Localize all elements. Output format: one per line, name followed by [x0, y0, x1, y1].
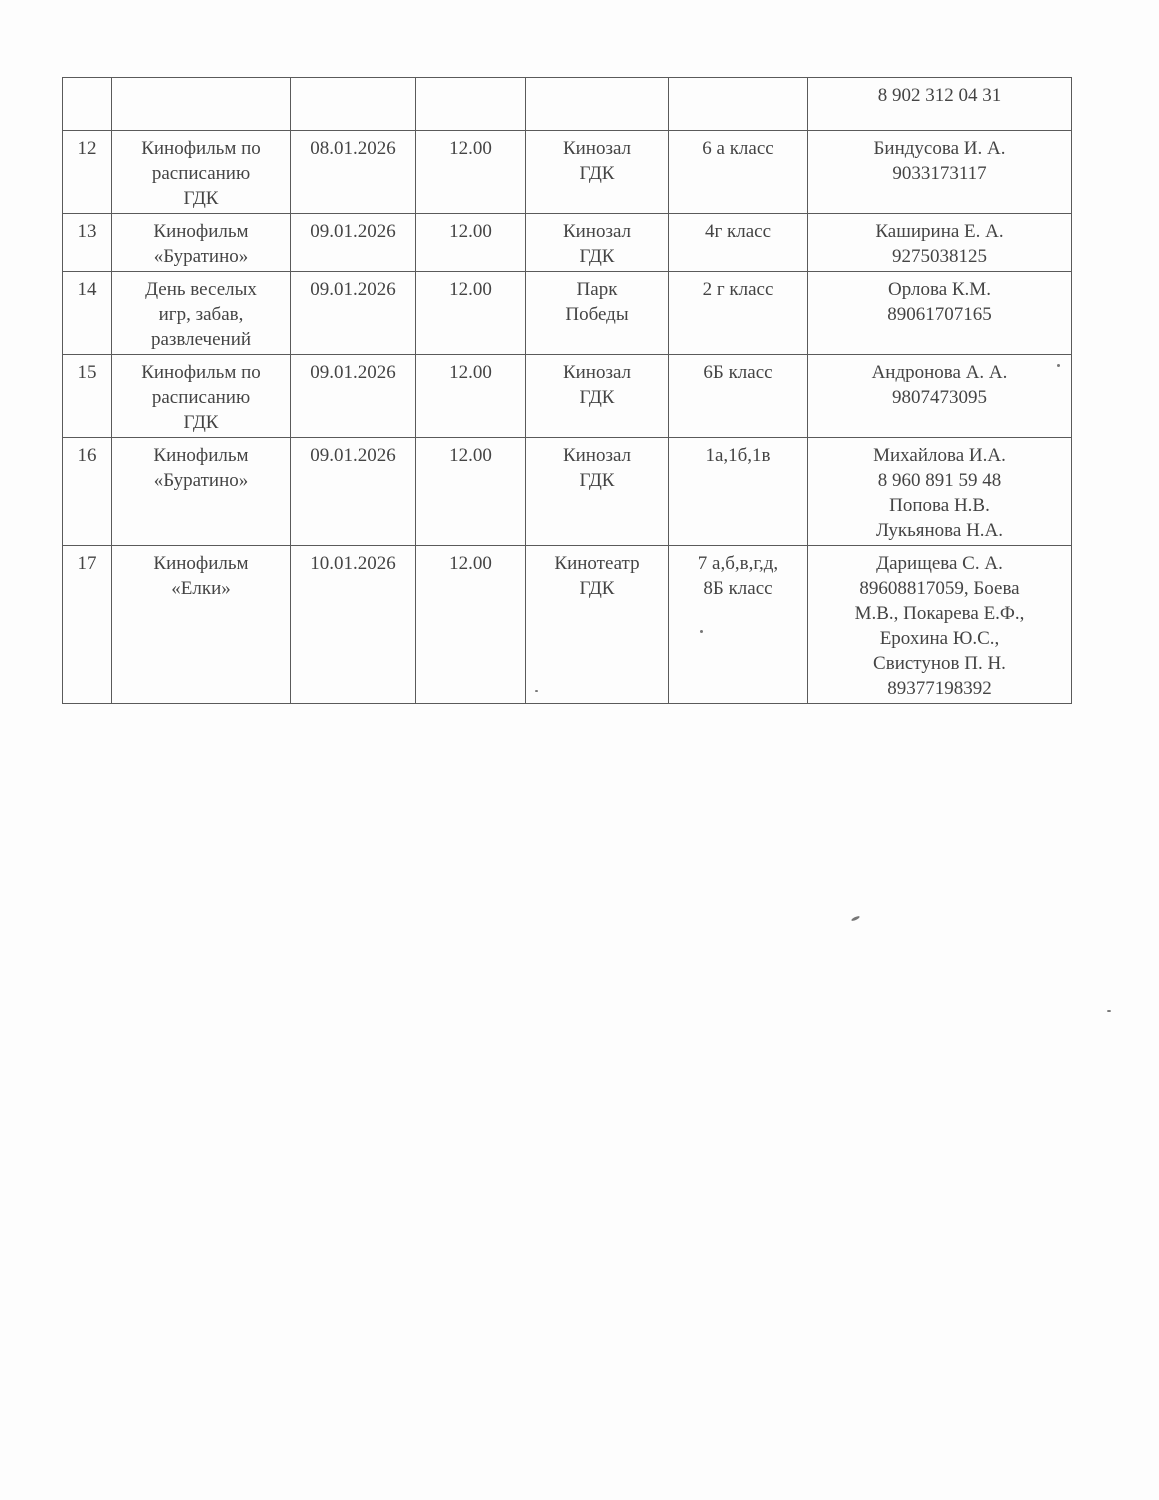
cell-time: 12.00 [416, 214, 526, 272]
table-row [63, 272, 1072, 355]
cell-date: 09.01.2026 [291, 438, 416, 546]
cell-num [63, 78, 112, 131]
cell-responsible: Михайлова И.А. 8 960 891 59 48 Попова Н.В. Лукьянова Н.А. [808, 438, 1072, 546]
table-row [63, 546, 1072, 704]
cell-class [669, 78, 808, 131]
cell-event: Кинофильм «Буратино» [112, 214, 291, 272]
cell-event: Кинофильм по расписанию ГДК [112, 355, 291, 438]
cell-class: 1а,1б,1в [669, 438, 808, 546]
cell-place: Кинозал ГДК [526, 214, 669, 272]
cell-num: 13 [63, 214, 112, 272]
table-row [63, 438, 1072, 546]
cell-time: 12.00 [416, 131, 526, 214]
table-row [63, 78, 1072, 131]
cell-class: 2 г класс [669, 272, 808, 355]
cell-time: 12.00 [416, 546, 526, 704]
cell-responsible: Дарищева С. А. 89608817059, Боева М.В., Покарева Е.Ф., Ерохина Ю.С., Свистунов П. Н. 89377198392 [808, 546, 1072, 704]
cell-place: Кинотеатр ГДК [526, 546, 669, 704]
cell-date: 09.01.2026 [291, 355, 416, 438]
cell-class: 6Б класс [669, 355, 808, 438]
cell-num: 17 [63, 546, 112, 704]
scan-speck [700, 630, 703, 633]
cell-event [112, 78, 291, 131]
cell-place: Парк Победы [526, 272, 669, 355]
cell-responsible: Андронова А. А. 9807473095 [808, 355, 1072, 438]
cell-date [291, 78, 416, 131]
cell-class: 6 а класс [669, 131, 808, 214]
cell-date: 10.01.2026 [291, 546, 416, 704]
cell-num: 14 [63, 272, 112, 355]
events-table [62, 77, 1072, 704]
cell-time: 12.00 [416, 438, 526, 546]
scan-speck [1107, 1010, 1111, 1012]
scan-speck [851, 915, 860, 922]
cell-time: 12.00 [416, 355, 526, 438]
cell-class: 7 а,б,в,г,д, 8Б класс [669, 546, 808, 704]
table-row [63, 214, 1072, 272]
cell-event: Кинофильм «Елки» [112, 546, 291, 704]
cell-responsible: 8 902 312 04 31 [808, 78, 1072, 131]
cell-time: 12.00 [416, 272, 526, 355]
cell-num: 15 [63, 355, 112, 438]
cell-num: 16 [63, 438, 112, 546]
cell-responsible: Каширина Е. А. 9275038125 [808, 214, 1072, 272]
cell-place: Кинозал ГДК [526, 355, 669, 438]
cell-class: 4г класс [669, 214, 808, 272]
cell-date: 09.01.2026 [291, 214, 416, 272]
cell-date: 09.01.2026 [291, 272, 416, 355]
scan-speck [1057, 364, 1060, 367]
cell-place [526, 78, 669, 131]
table-row [63, 131, 1072, 214]
cell-event: Кинофильм «Буратино» [112, 438, 291, 546]
cell-time [416, 78, 526, 131]
cell-responsible: Биндусова И. А. 9033173117 [808, 131, 1072, 214]
scan-speck [535, 690, 538, 692]
cell-event: Кинофильм по расписанию ГДК [112, 131, 291, 214]
cell-place: Кинозал ГДК [526, 438, 669, 546]
table-row [63, 355, 1072, 438]
cell-date: 08.01.2026 [291, 131, 416, 214]
cell-event: День веселых игр, забав, развлечений [112, 272, 291, 355]
cell-place: Кинозал ГДК [526, 131, 669, 214]
cell-num: 12 [63, 131, 112, 214]
cell-responsible: Орлова К.М. 89061707165 [808, 272, 1072, 355]
